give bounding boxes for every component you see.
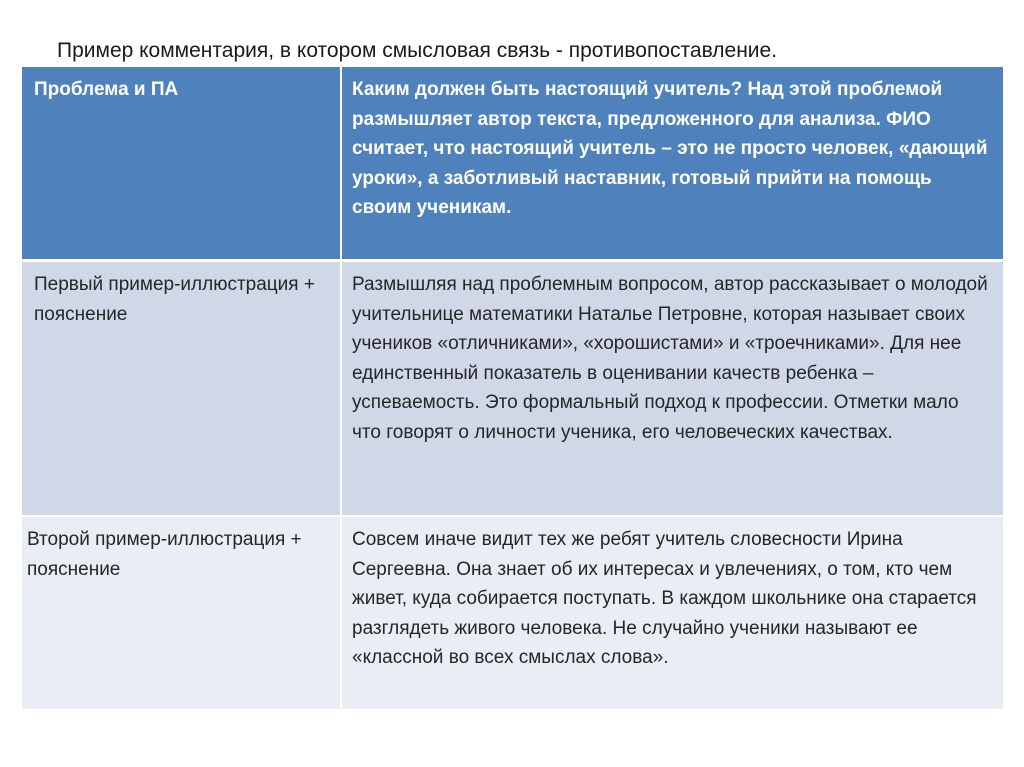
comment-table [22,67,1003,709]
row1-right-text: Размышляя над проблемным вопросом, автор рассказывает о молодой учительнице математики Наталье Петровне, которая называет своих учеников «отличниками», «хорошистами» и «троечниками». Для нее единственный показатель в оценивании качеств ребенка – успеваемость. Это формальный подход к профессии. Отметки мало что говорят о личности ученика, его человеческих качествах. [352,274,988,443]
header-right-text: Каким должен быть настоящий учитель? Над этой проблемой размышляет автор текста, предложенного для анализа. ФИО считает, что настоящий учитель – это не просто человек, «дающий уроки», а заботливый наставник, готовый прийти на помощь своим ученикам. [352,79,988,218]
row2-right-text: Совсем иначе видит тех же ребят учитель словесности Ирина Сергеевна. Она знает об их интересах и увлечениях, о том, кто чем живет, куда собирается поступать. В каждом школьнике она старается разглядеть живого человека. Не случайно ученики называют ее «классной во всех смыслах слова». [352,529,977,668]
header-left-text: Проблема и ПА [34,79,179,100]
row2-left-text: Второй пример-иллюстрация + пояснение [27,529,302,580]
table-row [22,261,1003,517]
table-header-row [22,67,1003,261]
row2-cell-right [341,516,1003,709]
slide-title: Пример комментария, в котором смысловая связь - противопоставление. [57,39,778,62]
row1-left-text: Первый пример-иллюстрация + пояснение [34,274,315,325]
header-cell-left [22,67,341,261]
row1-cell-left [22,261,341,517]
header-cell-right [341,67,1003,261]
table-row [22,516,1003,709]
row1-cell-right [341,261,1003,517]
row2-cell-left [22,516,341,709]
